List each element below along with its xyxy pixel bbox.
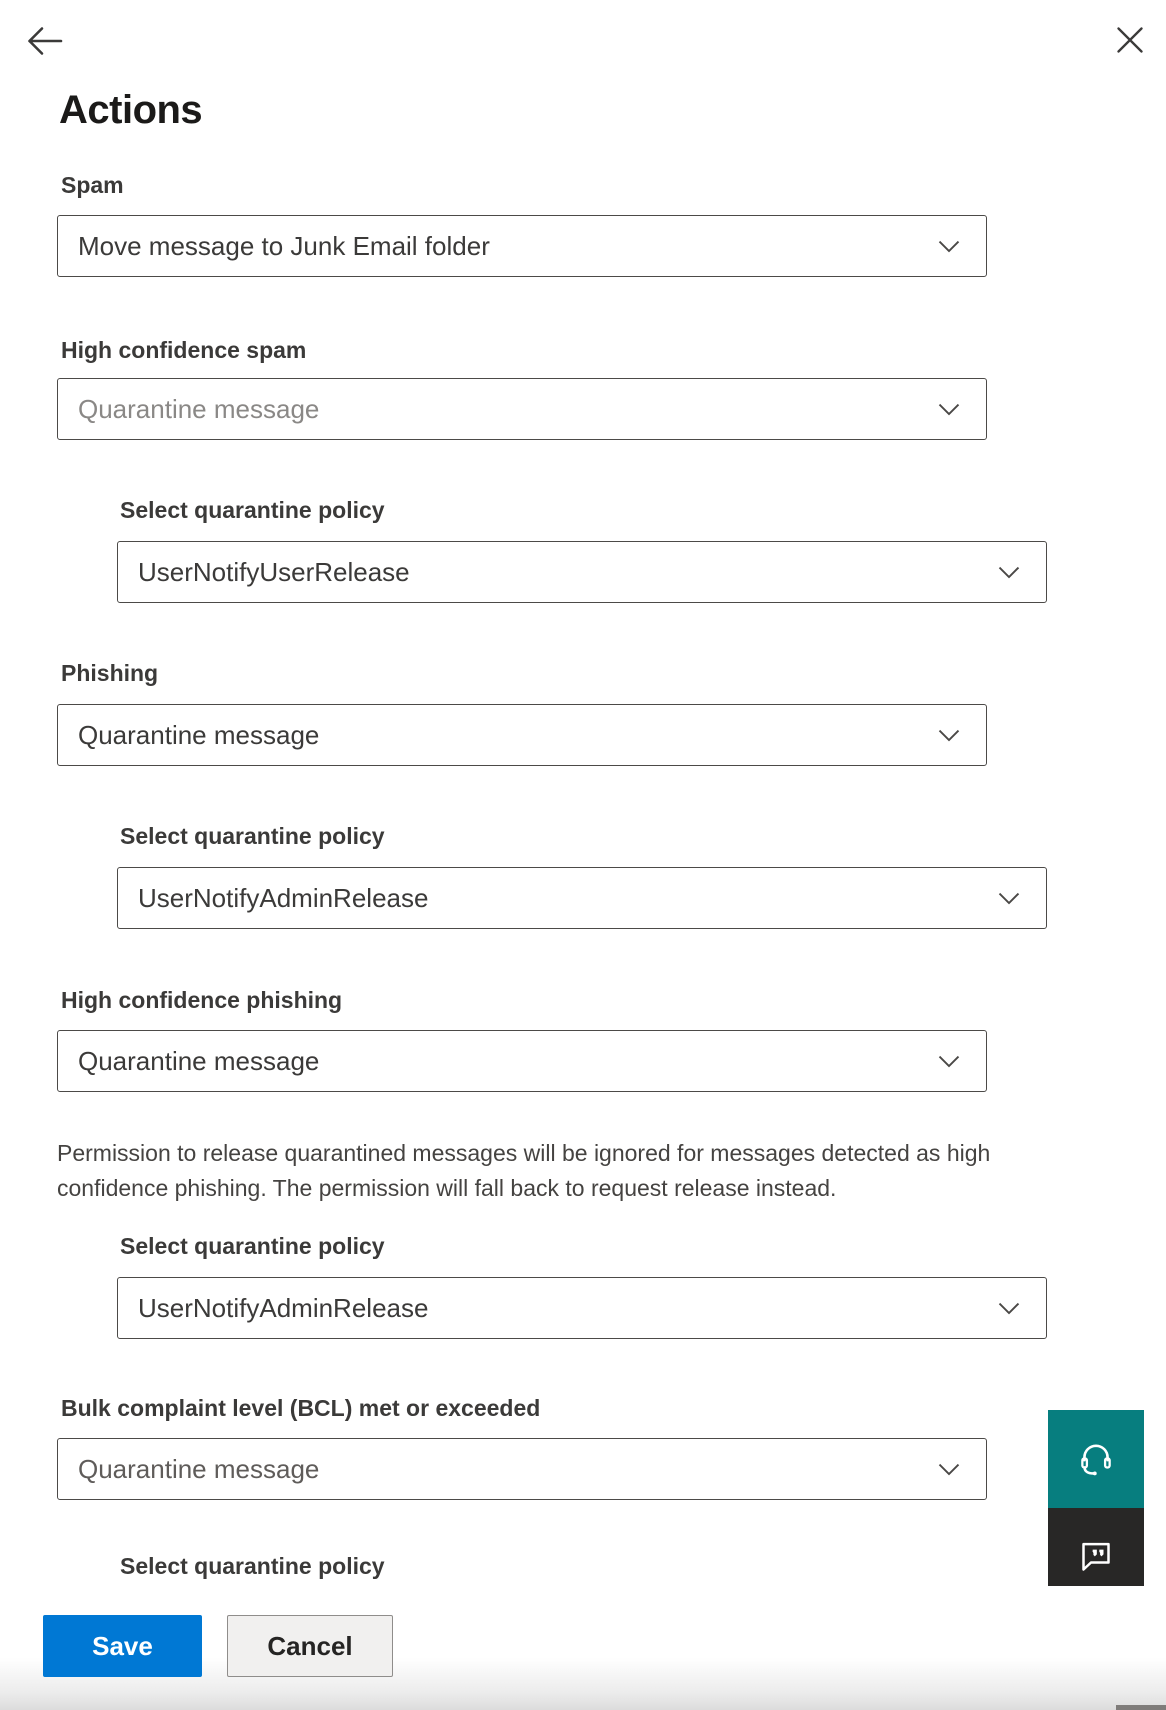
select-value: UserNotifyAdminRelease — [138, 882, 429, 913]
select-hcp-quarantine-policy[interactable] — [117, 1277, 1047, 1339]
label-spam: Spam — [61, 172, 124, 198]
chevron-down-icon — [938, 240, 960, 253]
label-high-confidence-phishing: High confidence phishing — [61, 987, 343, 1013]
chevron-down-icon — [938, 1055, 960, 1068]
footer-bar — [0, 1586, 1166, 1710]
label-hcs-quarantine-policy: Select quarantine policy — [120, 497, 385, 523]
headset-icon — [1075, 1437, 1117, 1482]
back-button[interactable] — [24, 24, 64, 60]
select-high-confidence-spam-action[interactable] — [57, 378, 987, 440]
select-value: Quarantine message — [78, 393, 320, 424]
select-value: UserNotifyUserRelease — [138, 556, 410, 587]
chat-bubble-icon — [1076, 1535, 1116, 1578]
chevron-down-icon — [998, 1302, 1020, 1315]
support-button[interactable] — [1048, 1410, 1144, 1508]
select-phishing-action[interactable] — [57, 704, 987, 766]
label-bcl-quarantine-policy: Select quarantine policy — [120, 1553, 385, 1579]
page-title: Actions — [59, 88, 203, 132]
select-spam-action[interactable] — [57, 215, 987, 277]
select-bcl-action[interactable] — [57, 1438, 987, 1500]
save-button[interactable]: Save — [43, 1615, 202, 1677]
back-arrow-icon — [26, 25, 63, 60]
label-hcp-quarantine-policy: Select quarantine policy — [120, 1233, 385, 1259]
select-phishing-quarantine-policy[interactable] — [117, 867, 1047, 929]
hcp-permission-note: Permission to release quarantined messages will be ignored for messages detected as high confidence phishing. The permission will fall back to request release instead. — [57, 1140, 991, 1201]
scrollbar-corner — [1116, 1705, 1166, 1710]
close-button[interactable] — [1112, 24, 1148, 58]
chevron-down-icon — [938, 729, 960, 742]
cancel-button[interactable]: Cancel — [227, 1615, 393, 1677]
select-hcp-action[interactable] — [57, 1030, 987, 1092]
select-value: Quarantine message — [78, 1045, 320, 1076]
select-value: Quarantine message — [78, 719, 320, 750]
chevron-down-icon — [998, 566, 1020, 579]
label-bulk-complaint-level: Bulk complaint level (BCL) met or exceeded — [61, 1395, 541, 1421]
chevron-down-icon — [938, 1463, 960, 1476]
select-value: Move message to Junk Email folder — [78, 230, 490, 261]
label-high-confidence-spam: High confidence spam — [61, 337, 307, 363]
chevron-down-icon — [938, 403, 960, 416]
chevron-down-icon — [998, 892, 1020, 905]
label-phishing-quarantine-policy: Select quarantine policy — [120, 823, 385, 849]
close-icon — [1116, 27, 1144, 56]
select-value: Quarantine message — [78, 1453, 320, 1484]
select-value: UserNotifyAdminRelease — [138, 1292, 429, 1323]
select-hcs-quarantine-policy[interactable] — [117, 541, 1047, 603]
label-phishing: Phishing — [61, 660, 159, 686]
